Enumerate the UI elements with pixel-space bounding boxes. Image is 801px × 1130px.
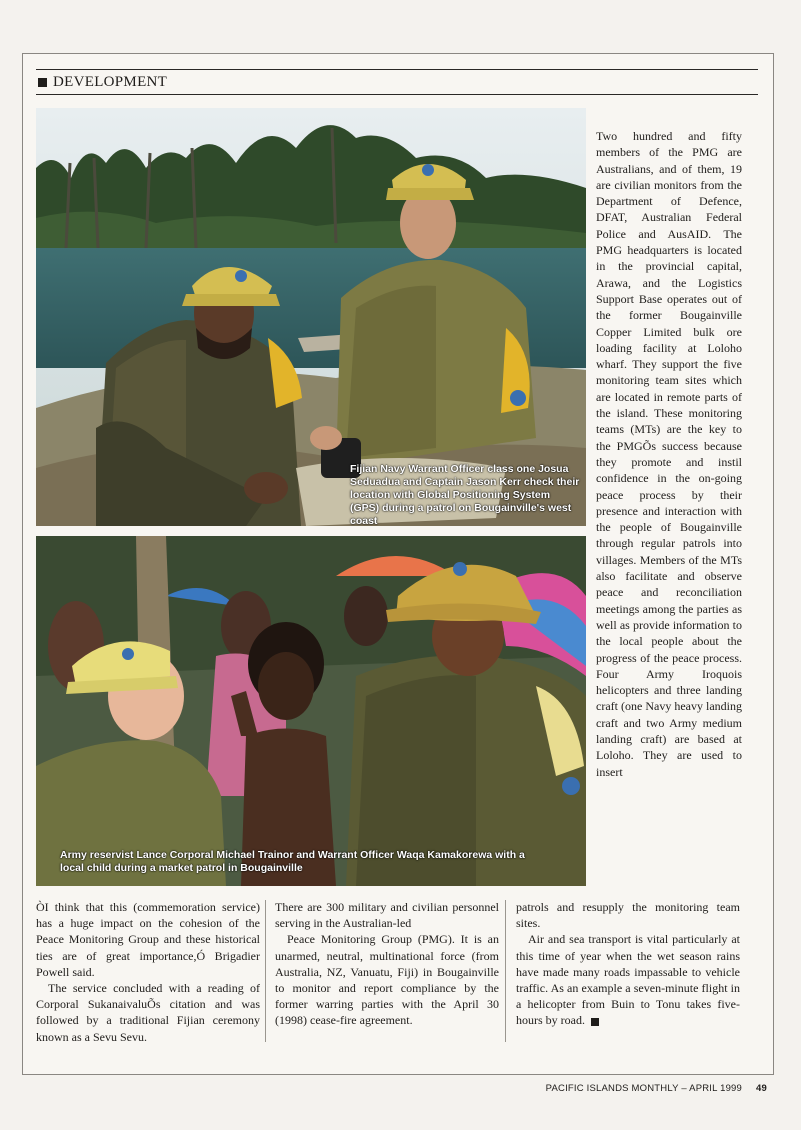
column-divider-2 xyxy=(505,900,506,1042)
column-3-paragraph-2 xyxy=(516,931,740,1028)
column-3 xyxy=(516,899,740,1029)
section-header xyxy=(36,69,758,95)
photo-top xyxy=(36,108,586,526)
column-1 xyxy=(36,899,260,1045)
sidebar-paragraph: Two hundred and fifty members of the PMG are Australians, and of them, 19 are civilian monitors from the Department of Defence, DFAT, Australian Federal Police and AusAID. The PMG headquarters is located in the provincial capital, Arawa, and the Logistics Support Base operates out of the former Bougainville Copper Limited bulk ore loading facility at Loloho wharf. They support the five monitoring team sites which are located in remote parts of the island. These monitoring teams (MTs) are the key to the PMGÕs success because they promote and instil confidence in the on-going peace process by their presence and interaction with the people of Bougainville through regular patrols into villages. Members of the MTs also facilitate and observe peace and reconciliation meetings among the parties as well as provide information to the local people about the progress of the peace process. Four Army Iroquois helicopters and three landing craft (one Navy heavy landing craft and two Army medium landing craft) are based at Loloho. They are used to insert xyxy=(596,129,742,779)
section-label: DEVELOPMENT xyxy=(53,74,168,90)
photo-top-caption: Fijian Navy Warrant Officer class one Josua Seduadua and Captain Jason Kerr check their location with Global Positioning System (GPS) during a patrol on Bougainville's west coast xyxy=(350,463,580,526)
photo-bottom xyxy=(36,536,586,886)
end-mark-icon xyxy=(591,1018,599,1026)
sidebar-column xyxy=(596,128,742,780)
column-divider-1 xyxy=(265,900,266,1042)
column-2-paragraph-2: Peace Monitoring Group (PMG). It is an unarmed, neutral, multinational force (from Australia, NZ, Vanuatu, Fiji) in Bougainville to monitor and report compliance by the former warring parties with the April 30 (1998) cease-fire agreement. xyxy=(275,932,499,1028)
photo-bottom-caption: Army reservist Lance Corporal Michael Trainor and Warrant Officer Waqa Kamakorewa with a local child during a market patrol in Bougainville xyxy=(60,849,525,874)
section-bullet-icon xyxy=(38,78,47,87)
column-1-paragraph-1: ÒI think that this (commemoration service) has a huge impact on the cohesion of the Peace Monitoring Group and these historical ties are of great importance,Ó Brigadier Powell said. xyxy=(36,900,260,979)
column-1-paragraph-2: The service concluded with a reading of Corporal SukanaivaluÕs citation and was followed by a traditional Fijian ceremony known as a Sevu Sevu. xyxy=(36,981,260,1044)
column-2 xyxy=(275,899,499,1029)
page-footer xyxy=(546,1083,767,1094)
column-3-paragraph-1: patrols and resupply the monitoring team sites. xyxy=(516,900,740,931)
column-3-paragraph-2-text: Air and sea transport is vital particularly at this time of year when the wet season rains have made many roads impassable to vehicle traffic. As an example a seven-minute flight in a helicopter from Buin to Tonu takes five-hours by road. xyxy=(516,932,740,1028)
footer-page-number: 49 xyxy=(756,1083,767,1094)
footer-publication: PACIFIC ISLANDS MONTHLY – APRIL 1999 xyxy=(545,1083,743,1094)
column-2-paragraph-1: There are 300 military and civilian personnel serving in the Australian-led xyxy=(275,900,499,931)
photo-bottom-illustration xyxy=(36,536,586,886)
